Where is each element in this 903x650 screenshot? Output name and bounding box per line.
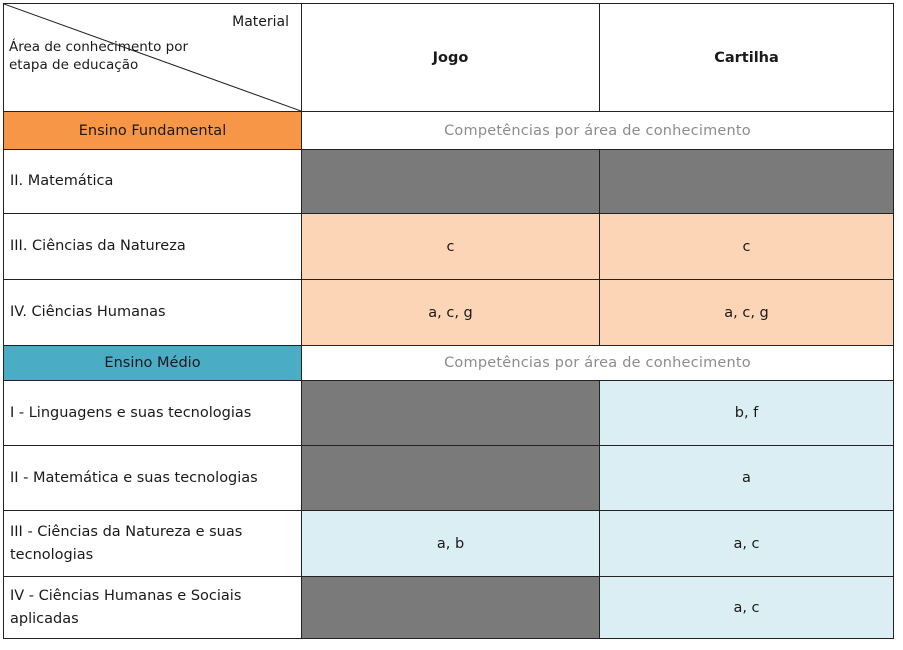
row-label: III - Ciências da Natureza e suas tecnologias (4, 511, 302, 577)
column-header-cartilha: Cartilha (600, 4, 894, 112)
cell-jogo (302, 446, 600, 511)
row-label: I - Linguagens e suas tecnologias (4, 381, 302, 446)
cell-cartilha: c (600, 214, 894, 280)
corner-material-label: Material (232, 14, 289, 30)
table-row (4, 150, 894, 214)
section-row-medio (4, 346, 894, 381)
table-row (4, 577, 894, 639)
column-header-jogo: Jogo (302, 4, 600, 112)
row-label: IV - Ciências Humanas e Sociais aplicadas (4, 577, 302, 639)
cell-cartilha: a, c, g (600, 280, 894, 346)
corner-header-cell (4, 4, 302, 112)
table-row (4, 214, 894, 280)
row-label: IV. Ciências Humanas (4, 280, 302, 346)
section-label-fundamental: Ensino Fundamental (4, 112, 302, 150)
table-row (4, 280, 894, 346)
competencias-table (3, 3, 894, 639)
cell-jogo: a, b (302, 511, 600, 577)
row-label: III. Ciências da Natureza (4, 214, 302, 280)
table-row (4, 381, 894, 446)
cell-cartilha: a (600, 446, 894, 511)
cell-jogo: a, c, g (302, 280, 600, 346)
section-row-fundamental (4, 112, 894, 150)
cell-jogo: c (302, 214, 600, 280)
row-label: II - Matemática e suas tecnologias (4, 446, 302, 511)
cell-jogo (302, 150, 600, 214)
cell-cartilha (600, 150, 894, 214)
cell-cartilha: a, c (600, 577, 894, 639)
section-label-medio: Ensino Médio (4, 346, 302, 381)
corner-area-label: Área de conhecimento por etapa de educação (9, 39, 189, 74)
header-row (4, 4, 894, 112)
cell-jogo (302, 577, 600, 639)
cell-cartilha: b, f (600, 381, 894, 446)
cell-cartilha: a, c (600, 511, 894, 577)
competencias-heading-fundamental: Competências por área de conhecimento (302, 112, 894, 150)
competencias-heading-medio: Competências por área de conhecimento (302, 346, 894, 381)
table-row (4, 446, 894, 511)
table-row (4, 511, 894, 577)
cell-jogo (302, 381, 600, 446)
row-label: II. Matemática (4, 150, 302, 214)
